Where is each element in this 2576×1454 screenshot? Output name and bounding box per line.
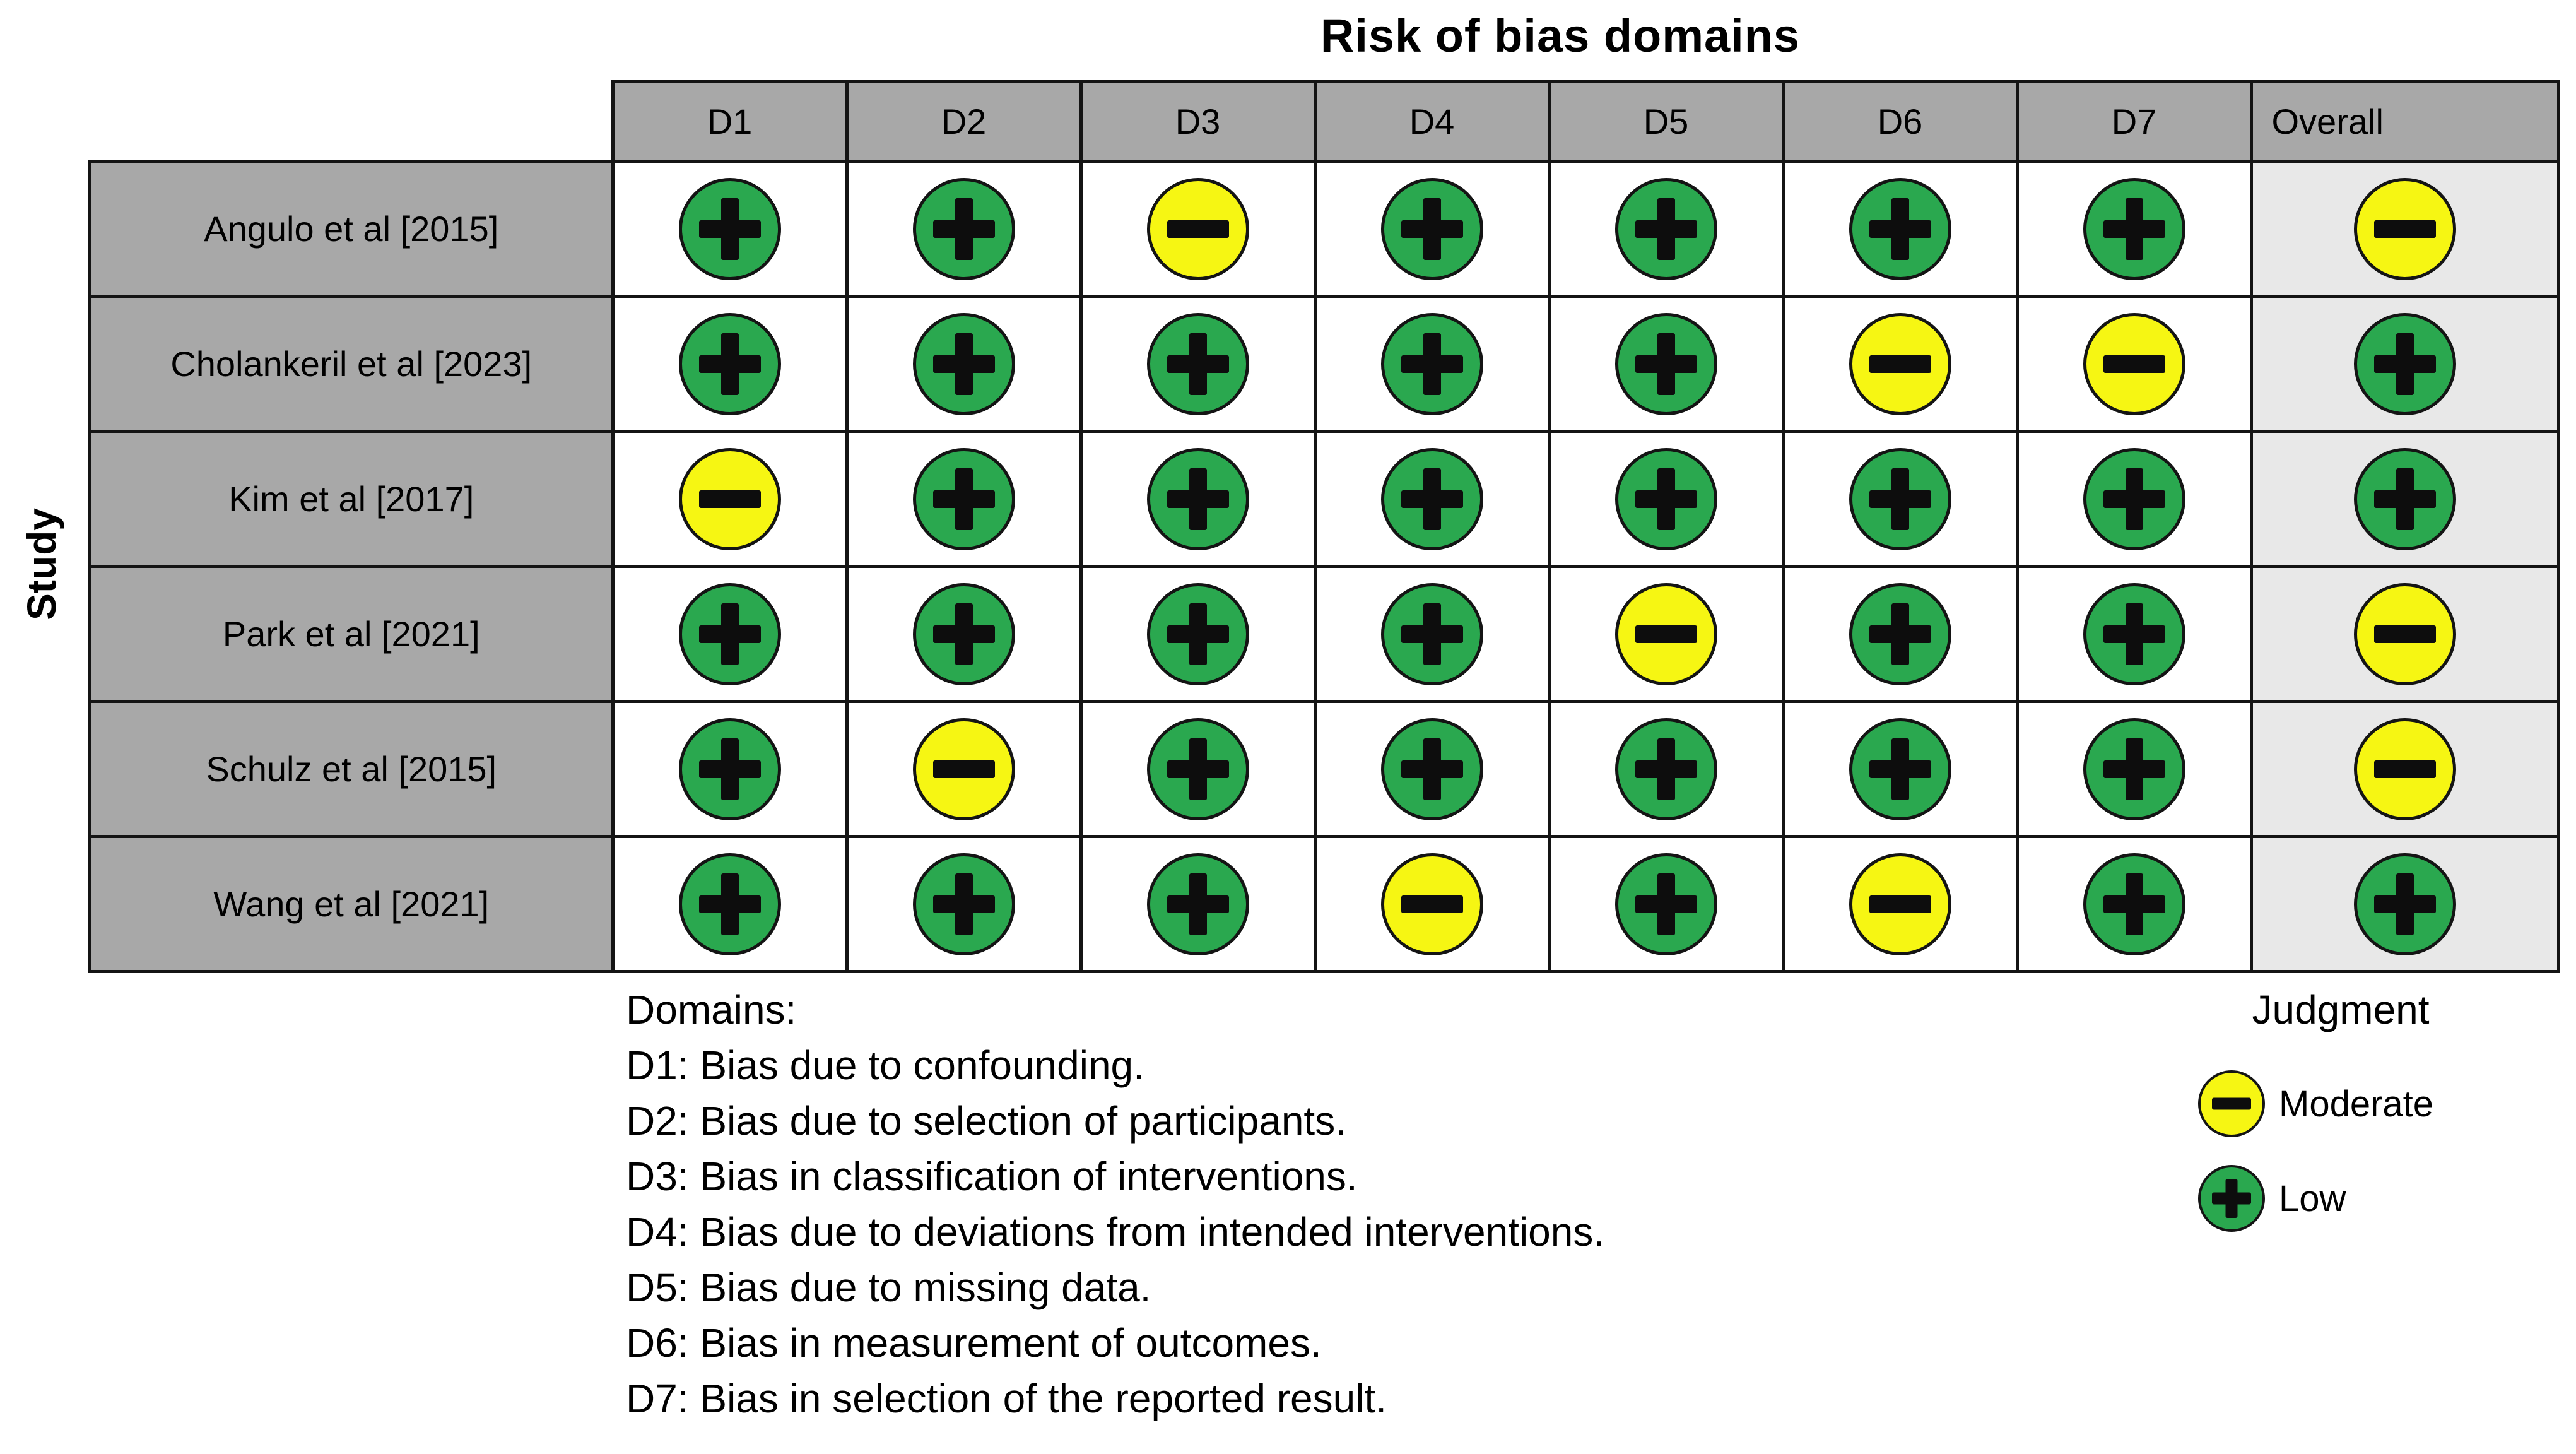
table-row <box>90 567 2559 702</box>
judgment-cell-d2 <box>847 567 1081 702</box>
judgment-cell-d1 <box>613 297 847 432</box>
judgment-icon-low <box>913 583 1015 685</box>
corner-cell <box>90 82 613 162</box>
judgment-icon-moderate <box>2083 313 2185 415</box>
judgment-cell-d5 <box>1549 297 1783 432</box>
judgment-icon-low <box>2083 853 2185 955</box>
table-row <box>90 837 2559 972</box>
judgment-icon-low <box>1381 583 1483 685</box>
judgment-cell-d5 <box>1549 837 1783 972</box>
judgment-icon-low <box>913 178 1015 280</box>
judgment-cell-d1 <box>613 162 847 297</box>
judgment-icon-low <box>1381 313 1483 415</box>
judgment-cell-d6 <box>1783 297 2017 432</box>
table-row <box>90 702 2559 837</box>
judgment-icon-low <box>1147 853 1249 955</box>
judgment-cell-d6 <box>1783 567 2017 702</box>
judgment-cell-d3 <box>1081 297 1315 432</box>
judgment-cell-d4 <box>1315 837 1549 972</box>
judgment-icon-moderate <box>1849 313 1951 415</box>
judgment-cell-overall <box>2251 567 2558 702</box>
judgment-icon-moderate <box>2354 583 2456 685</box>
column-header-d4: D4 <box>1315 82 1549 162</box>
judgment-cell-d7 <box>2017 702 2251 837</box>
judgment-cell-d2 <box>847 297 1081 432</box>
judgment-icon-low <box>679 178 781 280</box>
judgment-cell-overall <box>2251 432 2558 567</box>
study-label: Schulz et al [2015] <box>90 702 613 837</box>
domains-legend-heading: Domains: <box>626 987 797 1032</box>
judgment-icon-moderate <box>1147 178 1249 280</box>
judgment-cell-d1 <box>613 702 847 837</box>
domain-definition: D2: Bias due to selection of participants. <box>626 1098 1346 1144</box>
judgment-cell-d7 <box>2017 297 2251 432</box>
judgment-cell-d3 <box>1081 432 1315 567</box>
table-row <box>90 162 2559 297</box>
judgment-icon-low <box>2083 178 2185 280</box>
judgment-icon-low <box>679 313 781 415</box>
judgment-icon-low <box>2354 448 2456 550</box>
judgment-icon-low <box>1147 313 1249 415</box>
judgment-icon-low <box>913 448 1015 550</box>
judgment-icon-low <box>2198 1165 2265 1232</box>
judgment-legend <box>2177 982 2505 1260</box>
judgment-icon-low <box>1849 448 1951 550</box>
judgment-cell-d6 <box>1783 432 2017 567</box>
risk-of-bias-table <box>88 80 2560 973</box>
chart-title: Risk of bias domains <box>1320 9 1801 62</box>
judgment-icon-low <box>1615 718 1717 820</box>
domain-definition: D1: Bias due to confounding. <box>626 1043 1144 1088</box>
judgment-cell-overall <box>2251 162 2558 297</box>
judgment-icon-low <box>1615 178 1717 280</box>
study-axis-label: Study <box>19 508 64 620</box>
domain-definition: D7: Bias in selection of the reported result. <box>626 1376 1387 1421</box>
study-label: Park et al [2021] <box>90 567 613 702</box>
domain-definition: D3: Bias in classification of interventions. <box>626 1154 1358 1199</box>
judgment-cell-d3 <box>1081 567 1315 702</box>
judgment-icon-low <box>2354 313 2456 415</box>
column-header-d5: D5 <box>1549 82 1783 162</box>
study-label: Angulo et al [2015] <box>90 162 613 297</box>
judgment-icon-low <box>1615 853 1717 955</box>
domain-definition: D4: Bias due to deviations from intended interventions. <box>626 1209 1605 1255</box>
judgment-icon-moderate <box>1849 853 1951 955</box>
judgment-icon-low <box>2083 718 2185 820</box>
judgment-icon-low <box>2083 583 2185 685</box>
judgment-cell-d7 <box>2017 567 2251 702</box>
study-label: Wang et al [2021] <box>90 837 613 972</box>
judgment-cell-d7 <box>2017 837 2251 972</box>
judgment-icon-low <box>2083 448 2185 550</box>
judgment-cell-d7 <box>2017 162 2251 297</box>
judgment-cell-d5 <box>1549 702 1783 837</box>
column-header-d6: D6 <box>1783 82 2017 162</box>
judgment-cell-overall <box>2251 297 2558 432</box>
judgment-cell-d5 <box>1549 432 1783 567</box>
study-label: Cholankeril et al [2023] <box>90 297 613 432</box>
judgment-icon-moderate <box>2198 1070 2265 1137</box>
judgment-icon-moderate <box>1615 583 1717 685</box>
judgment-cell-d2 <box>847 162 1081 297</box>
judgment-icon-low <box>1849 718 1951 820</box>
table-body <box>90 162 2559 972</box>
judgment-cell-d1 <box>613 837 847 972</box>
judgment-icon-low <box>1381 178 1483 280</box>
judgment-icon-low <box>679 583 781 685</box>
table-row <box>90 297 2559 432</box>
judgment-cell-d4 <box>1315 297 1549 432</box>
judgment-cell-d2 <box>847 432 1081 567</box>
judgment-icon-low <box>679 853 781 955</box>
judgment-cell-d3 <box>1081 837 1315 972</box>
judgment-icon-low <box>1849 178 1951 280</box>
judgment-icon-low <box>913 853 1015 955</box>
judgment-icon-low <box>1147 448 1249 550</box>
column-header-overall: Overall <box>2251 82 2558 162</box>
judgment-legend-item-low <box>2198 1165 2505 1232</box>
table-row <box>90 432 2559 567</box>
column-header-d3: D3 <box>1081 82 1315 162</box>
judgment-cell-d5 <box>1549 567 1783 702</box>
judgment-cell-d1 <box>613 432 847 567</box>
judgment-cell-d4 <box>1315 432 1549 567</box>
judgment-icon-low <box>1147 718 1249 820</box>
judgment-icon-moderate <box>679 448 781 550</box>
judgment-icon-moderate <box>913 718 1015 820</box>
domain-definition: D6: Bias in measurement of outcomes. <box>626 1320 1322 1366</box>
judgment-icon-low <box>1615 313 1717 415</box>
column-header-d1: D1 <box>613 82 847 162</box>
domains-legend <box>626 982 1604 1426</box>
judgment-icon-low <box>1381 448 1483 550</box>
judgment-cell-overall <box>2251 702 2558 837</box>
judgment-legend-heading: Judgment <box>2252 987 2430 1032</box>
judgment-icon-low <box>913 313 1015 415</box>
judgment-cell-d3 <box>1081 162 1315 297</box>
judgment-legend-item-moderate <box>2198 1070 2505 1137</box>
column-header-d2: D2 <box>847 82 1081 162</box>
study-label: Kim et al [2017] <box>90 432 613 567</box>
judgment-cell-d2 <box>847 702 1081 837</box>
judgment-cell-d6 <box>1783 702 2017 837</box>
judgment-cell-d1 <box>613 567 847 702</box>
table-header <box>90 82 2559 162</box>
judgment-icon-low <box>679 718 781 820</box>
judgment-cell-d7 <box>2017 432 2251 567</box>
judgment-icon-moderate <box>2354 178 2456 280</box>
judgment-cell-d5 <box>1549 162 1783 297</box>
judgment-legend-label: Moderate <box>2279 1083 2434 1125</box>
judgment-cell-overall <box>2251 837 2558 972</box>
judgment-cell-d4 <box>1315 702 1549 837</box>
judgment-icon-low <box>1849 583 1951 685</box>
judgment-cell-d3 <box>1081 702 1315 837</box>
judgment-cell-d6 <box>1783 837 2017 972</box>
judgment-legend-label: Low <box>2279 1178 2346 1219</box>
column-header-d7: D7 <box>2017 82 2251 162</box>
judgment-cell-d6 <box>1783 162 2017 297</box>
judgment-cell-d4 <box>1315 162 1549 297</box>
judgment-icon-low <box>1147 583 1249 685</box>
judgment-icon-moderate <box>2354 718 2456 820</box>
judgment-icon-moderate <box>1381 853 1483 955</box>
judgment-cell-d2 <box>847 837 1081 972</box>
judgment-icon-low <box>1381 718 1483 820</box>
judgment-icon-low <box>2354 853 2456 955</box>
header-row <box>90 82 2559 162</box>
domain-definition: D5: Bias due to missing data. <box>626 1265 1151 1310</box>
judgment-cell-d4 <box>1315 567 1549 702</box>
judgment-icon-low <box>1615 448 1717 550</box>
